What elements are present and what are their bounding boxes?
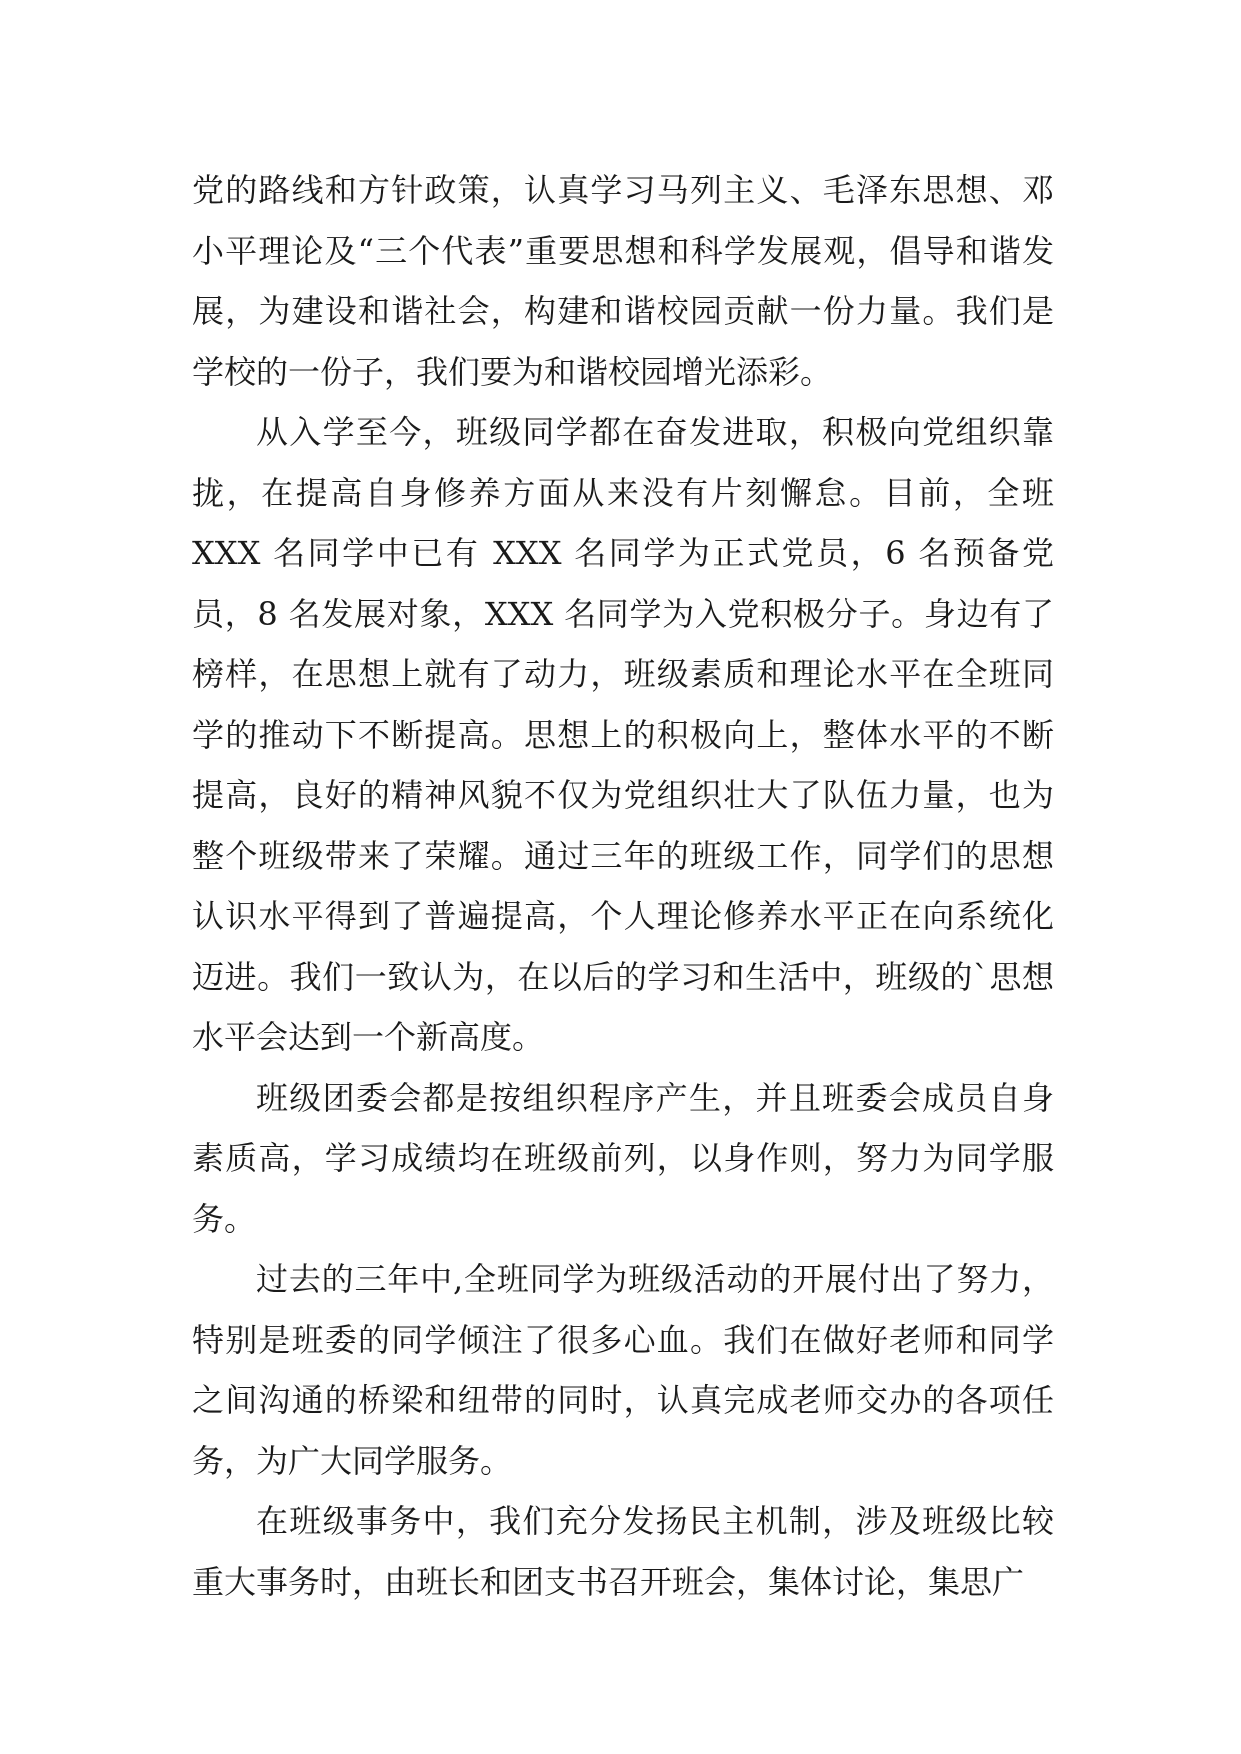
paragraph-3: 班级团委会都是按组织程序产生，并且班委会成员自身素质高，学习成绩均在班级前列，以身作则，努力为同学服务。 (192, 1078, 1054, 1238)
paragraph-1: 党的路线和方针政策，认真学习马列主义、毛泽东思想、邓小平理论及“三个代表”重要思想和科学发展观，倡导和谐发展，为建设和谐社会，构建和谐校园贡献一份力量。我们是学校的一份子，我们要为和谐校园增光添彩。 (192, 171, 1054, 391)
paragraph-2: 从入学至今，班级同学都在奋发进取，积极向党组织靠拢，在提高自身修养方面从来没有片刻懈怠。目前，全班 XXX 名同学中已有 XXX 名同学为正式党员，6 名预备党员，8 名发展对象，XXX 名同学为入党积极分子。身边有了榜样，在思想上就有了动力，班级素质和理论水平在全班同学的推动下不断提高。思想上的积极向上，整体水平的不断提高，良好的精神风貌不仅为党组织壮大了队伍力量，也为整个班级带来了荣耀。通过三年的班级工作，同学们的思想认识水平得到了普遍提高，个人理论修养水平正在向系统化迈进。我们一致认为，在以后的学习和生活中，班级的`思想水平会达到一个新高度。 (192, 413, 1054, 1056)
paragraph-5: 在班级事务中，我们充分发扬民主机制，涉及班级比较重大事务时，由班长和团支书召开班会，集体讨论，集思广 (192, 1502, 1054, 1601)
document-body (192, 160, 1054, 1612)
paragraph-4: 过去的三年中,全班同学为班级活动的开展付出了努力，特别是班委的同学倾注了很多心血。我们在做好老师和同学之间沟通的桥梁和纽带的同时，认真完成老师交办的各项任务，为广大同学服务。 (192, 1260, 1054, 1480)
